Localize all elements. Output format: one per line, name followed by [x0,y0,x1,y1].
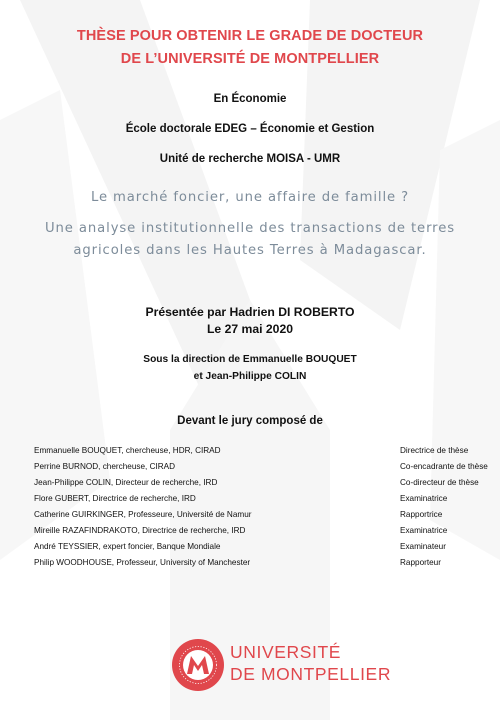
logo-text-line-1: UNIVERSITÉ [230,642,342,662]
defense-date: Le 27 mai 2020 [206,322,294,336]
jury-row [0,510,500,525]
jury-member-name: Mireille RAZAFINDRAKOTO, Directrice de recherche, IRD [34,526,246,535]
author-line: Présentée par Hadrien DI ROBERTO [145,305,355,319]
thesis-subtitle-line-1: Une analyse institutionnelle des transactions de terres [45,221,455,236]
thesis-degree-title-line-2: DE L’UNIVERSITÉ DE MONTPELLIER [120,51,380,67]
jury-heading: Devant le jury composé de [177,415,323,427]
jury-member-name: Perrine BURNOD, chercheuse, CIRAD [34,462,176,471]
jury-row [0,478,500,493]
jury-row [0,542,500,557]
jury-member-name: Emmanuelle BOUQUET, chercheuse, HDR, CIRAD [34,446,221,455]
jury-member-role: Rapportrice [400,510,443,519]
jury-row [0,446,500,461]
jury-row [0,558,500,573]
jury-row [0,462,500,477]
jury-member-role: Examinatrice [400,526,448,535]
jury-member-name: André TEYSSIER, expert foncier, Banque Mondiale [34,542,221,551]
jury-member-role: Examinateur [400,542,446,551]
jury-member-role: Directrice de thèse [400,446,469,455]
jury-member-role: Co-encadrante de thèse [400,462,488,471]
jury-member-role: Examinatrice [400,494,448,503]
thesis-title: Le marché foncier, une affaire de famille ? [90,190,410,205]
jury-member-name: Philip WOODHOUSE, Professeur, University of Manchester [34,558,251,567]
jury-member-name: Catherine GUIRKINGER, Professeure, Université de Namur [34,510,252,519]
jury-member-name: Jean-Philippe COLIN, Directeur de recherche, IRD [34,478,218,487]
thesis-degree-title-line-1: THÈSE POUR OBTENIR LE GRADE DE DOCTEUR [76,28,424,44]
thesis-subtitle-line-2: agricoles dans les Hautes Terres à Madagascar. [73,243,427,258]
logo-text-line-2: DE MONTPELLIER [230,664,392,684]
research-unit: Unité de recherche MOISA - UMR [159,153,341,165]
jury-row [0,526,500,541]
jury-member-role: Rapporteur [400,558,441,567]
field-of-study: En Économie [213,93,287,105]
supervision-line-1: Sous la direction de Emmanuelle BOUQUET [143,354,357,365]
jury-member-name: Flore GUBERT, Directrice de recherche, IRD [34,494,196,503]
university-logo [170,636,392,694]
university-seal-icon [170,637,226,693]
doctoral-school: École doctorale EDEG – Économie et Gestion [125,123,375,135]
jury-row [0,494,500,509]
supervision-line-2: et Jean-Philippe COLIN [193,371,307,382]
jury-member-role: Co-directeur de thèse [400,478,479,487]
